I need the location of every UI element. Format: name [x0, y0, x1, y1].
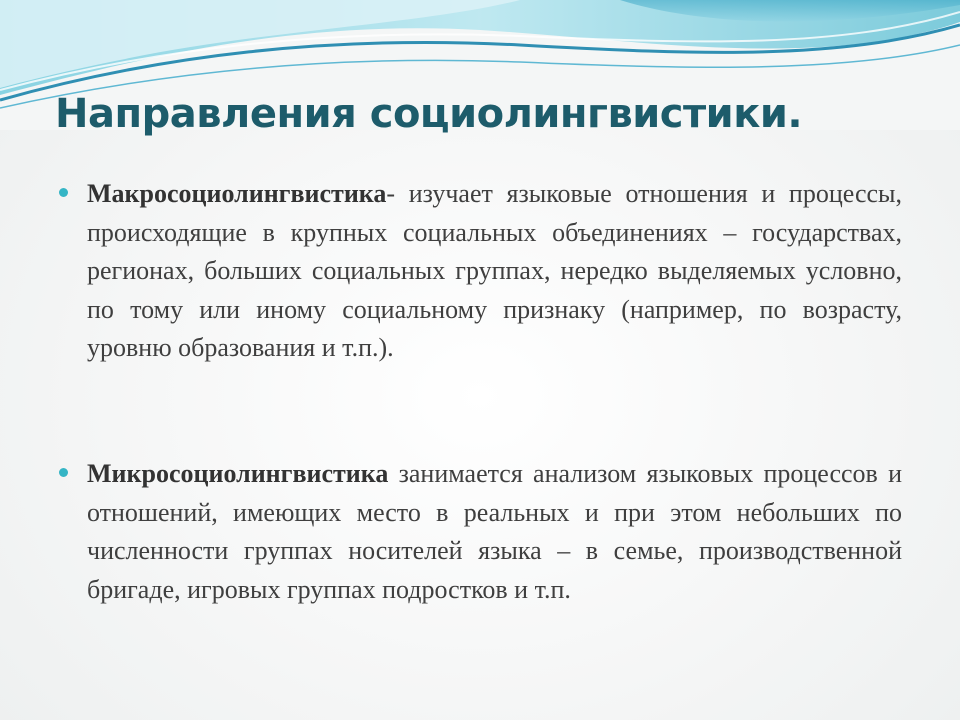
page-title: Направления социолингвистики. [55, 91, 803, 137]
bullet-macrosociolinguistics [87, 175, 902, 368]
bullet-dot-icon [59, 468, 68, 477]
bullet-text: занимается анализом языковых процессов и отношений, имеющих место в реальных и при этом небольших по численности группах носителей языка – в семье, производственной бригаде, игровых группах подростков и т.п. [87, 459, 902, 604]
bullet-term: Микросоциолингвистика [87, 459, 389, 488]
bullet-microsociolinguistics [87, 455, 902, 609]
bullet-text: - изучает языковые отношения и процессы, происходящие в крупных социальных объединениях – государствах, регионах, больших социальных группах, нередко выделяемых условно, по тому или иному социальному признаку (например, по возрасту, уровню образования и т.п.). [87, 179, 902, 362]
bullet-term: Макросоциолингвистика [87, 179, 387, 208]
bullet-dot-icon [59, 188, 68, 197]
